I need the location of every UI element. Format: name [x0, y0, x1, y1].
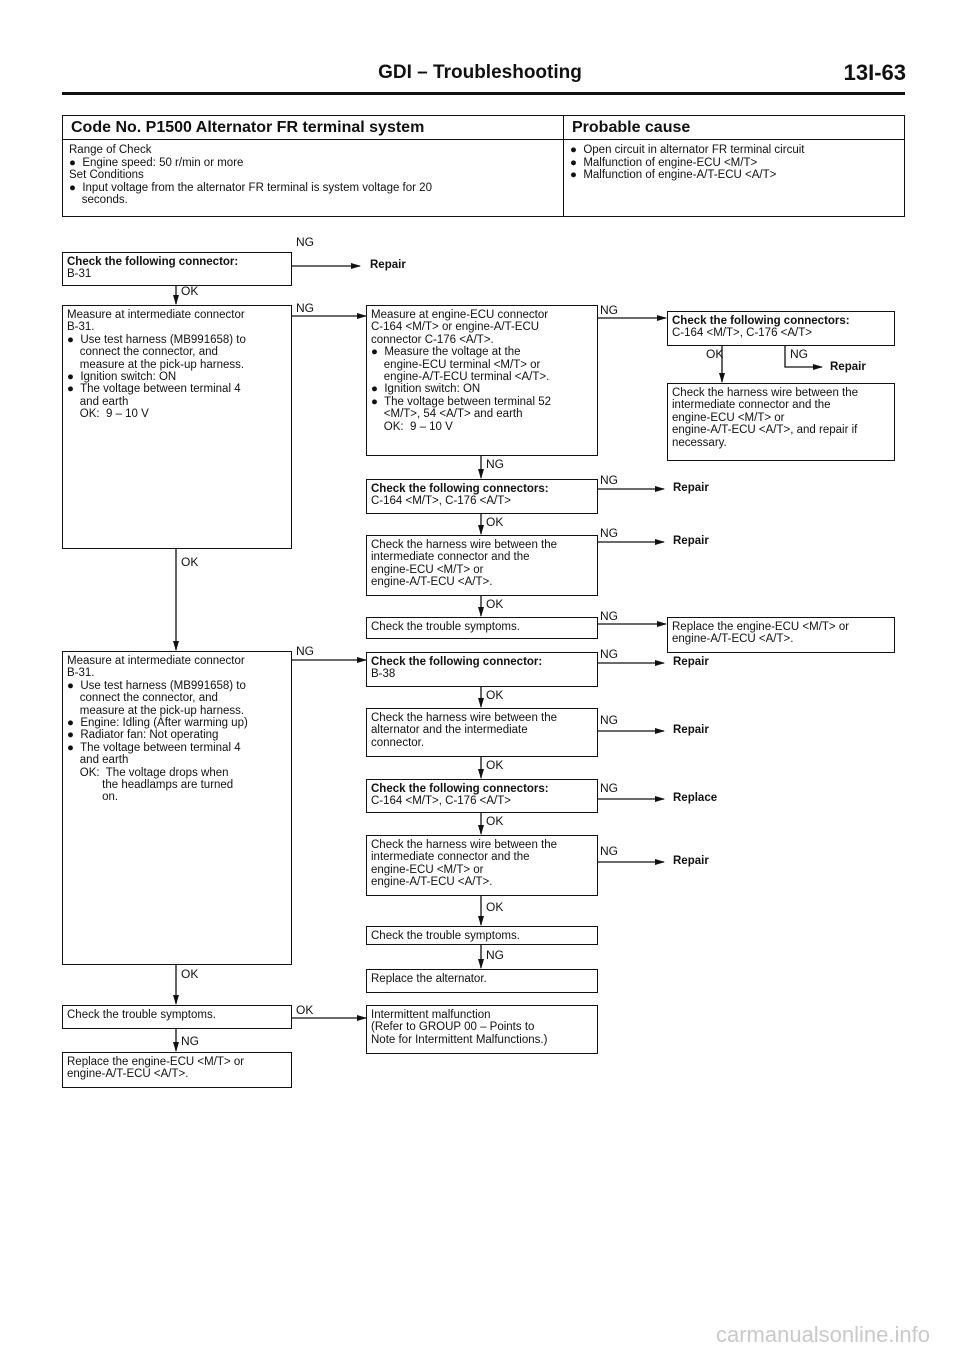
box-check-harness-alternator: [366, 708, 598, 757]
box-measure-b31-idling: [62, 651, 292, 965]
box-check-connectors-c164-2: [366, 779, 598, 813]
text-line: C-164 <M/T>, C-176 <A/T>: [672, 327, 812, 340]
text-line: and earth: [67, 395, 129, 408]
label-ng: NG: [600, 473, 618, 487]
page-number: 13I-63: [843, 60, 906, 85]
text-line: Check the trouble symptoms.: [371, 930, 520, 942]
label-ng: NG: [600, 844, 618, 858]
text-line: alternator and the intermediate: [371, 724, 528, 737]
outcome-repair: Repair: [370, 259, 406, 271]
outcome-repair: Repair: [830, 361, 866, 373]
label-ng: NG: [600, 609, 618, 623]
label-ok: OK: [706, 347, 724, 361]
text-line: Check the harness wire between the: [371, 539, 558, 551]
label-ng: NG: [790, 347, 808, 361]
text-line: intermediate connector and the: [672, 399, 831, 412]
text-line: B-31: [67, 268, 92, 281]
outcome-replace: Replace: [673, 792, 718, 804]
text-line: intermediate connector and the: [371, 551, 530, 564]
label-ok: OK: [486, 814, 504, 828]
text-line: ● Malfunction of engine-A/T-ECU <A/T>: [570, 169, 777, 181]
box-check-trouble-3: [366, 926, 598, 945]
text-line: Measure at intermediate connector: [67, 309, 245, 321]
text-line: OK: 9 – 10 V: [371, 420, 453, 433]
box-intermittent-malfunction: [366, 1005, 598, 1054]
label-ok: OK: [181, 555, 199, 569]
text-line: Set Conditions: [69, 169, 144, 181]
text-line: ● Malfunction of engine-ECU <M/T>: [570, 156, 758, 169]
box-check-harness-repair: [667, 383, 895, 461]
text-line: engine-ECU <M/T> or: [371, 863, 484, 876]
box-check-connector-b31: [62, 252, 292, 286]
text-line: C-164 <M/T>, C-176 <A/T>: [371, 495, 511, 508]
text-line: engine-A/T-ECU <A/T>.: [371, 876, 493, 889]
text-line: connector C-176 <A/T>.: [371, 333, 494, 346]
text-line: Replace the engine-ECU <M/T> or: [67, 1056, 245, 1068]
text-line: intermediate connector and the: [371, 851, 530, 864]
outcome-repair: Repair: [673, 855, 709, 867]
text-line: ● Measure the voltage at the: [371, 346, 521, 359]
text-line: B-31.: [67, 667, 95, 680]
text-line: Check the following connectors:: [371, 783, 549, 795]
text-line: Check the harness wire between the: [371, 839, 558, 851]
text-line: Check the trouble symptoms.: [371, 621, 520, 633]
box-measure-b31-ignition: [62, 305, 292, 549]
text-line: engine-A/T-ECU <A/T>.: [67, 1068, 189, 1081]
text-line: OK: 9 – 10 V: [67, 408, 149, 421]
label-ng: NG: [296, 301, 314, 315]
label-ok: OK: [486, 515, 504, 529]
text-line: ● Ignition switch: ON: [67, 371, 177, 384]
text-line: ● Radiator fan: Not operating: [67, 729, 219, 742]
text-line: connect the connector, and: [67, 692, 218, 705]
text-line: B-38: [371, 668, 396, 681]
text-line: Check the harness wire between the: [672, 387, 859, 399]
text-line: Range of Check: [69, 144, 152, 156]
box-check-trouble-1: [62, 1005, 292, 1029]
box-check-harness-2: [366, 835, 598, 896]
text-line: engine-A/T-ECU <A/T>.: [672, 633, 794, 646]
outcome-repair: Repair: [673, 724, 709, 736]
text-line: and earth: [67, 754, 129, 767]
label-ok: OK: [486, 758, 504, 772]
text-line: ● The voltage between terminal 4: [67, 383, 241, 396]
box-check-connectors-c164-3: [667, 311, 895, 346]
box-check-harness-1: [366, 535, 598, 596]
label-ok: OK: [181, 284, 199, 298]
text-line: ● Use test harness (MB991658) to: [67, 679, 246, 692]
label-ok: OK: [486, 597, 504, 611]
text-line: measure at the pick-up harness.: [67, 358, 245, 371]
text-line: engine-A/T-ECU <A/T>.: [371, 576, 493, 589]
text-line: Replace the engine-ECU <M/T> or: [672, 621, 850, 633]
text-line: measure at the pick-up harness.: [67, 704, 245, 717]
label-ng: NG: [486, 948, 504, 962]
label-ng: NG: [486, 457, 504, 471]
box-check-trouble-2: [366, 617, 598, 639]
text-line: Note for Intermittent Malfunctions.): [371, 1033, 548, 1046]
text-line: Check the following connector:: [371, 656, 543, 668]
box-check-connectors-c164-1: [366, 479, 598, 514]
label-ng: NG: [296, 644, 314, 658]
text-line: (Refer to GROUP 00 – Points to: [371, 1021, 535, 1034]
text-line: seconds.: [69, 194, 128, 206]
text-line: ● Engine speed: 50 r/min or more: [69, 156, 244, 169]
text-line: ● Ignition switch: ON: [371, 383, 481, 396]
text-line: OK: The voltage drops when: [67, 766, 229, 779]
text-line: Check the following connectors:: [672, 315, 850, 327]
label-ng: NG: [600, 781, 618, 795]
text-line: Replace the alternator.: [371, 973, 487, 985]
text-line: C-164 <M/T> or engine-A/T-ECU: [371, 321, 540, 334]
text-line: engine-ECU <M/T> or: [672, 411, 785, 424]
label-ok: OK: [486, 900, 504, 914]
page-title: GDI – Troubleshooting: [378, 62, 582, 83]
label-ng: NG: [296, 235, 314, 249]
text-line: on.: [67, 791, 119, 804]
watermark: carmanualsonline.info: [715, 1322, 930, 1347]
text-line: Measure at engine-ECU connector: [371, 309, 549, 321]
box-check-connector-b38: [366, 652, 598, 687]
box-measure-ecu: [366, 305, 598, 456]
text-line: engine-ECU terminal <M/T> or: [371, 358, 541, 371]
text-line: ● The voltage between terminal 4: [67, 741, 241, 754]
label-ok: OK: [181, 967, 199, 981]
label-ng: NG: [600, 303, 618, 317]
text-line: <M/T>, 54 <A/T> and earth: [371, 408, 523, 421]
label-ng: NG: [600, 713, 618, 727]
code-title: Code No. P1500 Alternator FR terminal system: [63, 116, 563, 140]
text-line: Check the following connector:: [67, 256, 239, 268]
outcome-repair: Repair: [673, 482, 709, 494]
label-ng: NG: [181, 1034, 199, 1048]
label-ok: OK: [296, 1003, 314, 1017]
text-line: C-164 <M/T>, C-176 <A/T>: [371, 795, 511, 808]
text-line: Check the trouble symptoms.: [67, 1009, 216, 1021]
text-line: the headlamps are turned: [67, 779, 234, 792]
text-line: ● Input voltage from the alternator FR terminal is system voltage for 20: [69, 181, 432, 194]
box-replace-ecu-2: [667, 617, 895, 653]
label-ok: OK: [486, 688, 504, 702]
cause-title: Probable cause: [564, 116, 904, 140]
text-line: ● Engine: Idling (After warming up): [67, 717, 248, 730]
box-replace-alternator: [366, 969, 598, 993]
box-replace-ecu-1: [62, 1052, 292, 1088]
label-ng: NG: [600, 647, 618, 661]
text-line: engine-A/T-ECU terminal <A/T>.: [371, 371, 550, 384]
text-line: Intermittent malfunction: [371, 1009, 491, 1021]
text-line: Measure at intermediate connector: [67, 655, 245, 667]
text-line: connector.: [371, 736, 425, 749]
text-line: B-31.: [67, 321, 95, 334]
outcome-repair: Repair: [673, 656, 709, 668]
text-line: necessary.: [672, 436, 727, 449]
text-line: ● Use test harness (MB991658) to: [67, 333, 246, 346]
text-line: ● Open circuit in alternator FR terminal circuit: [570, 144, 805, 156]
text-line: ● The voltage between terminal 52: [371, 395, 551, 408]
label-ng: NG: [600, 526, 618, 540]
text-line: engine-A/T-ECU <A/T>, and repair if: [672, 424, 858, 437]
text-line: connect the connector, and: [67, 346, 218, 359]
text-line: Check the following connectors:: [371, 483, 549, 495]
outcome-repair: Repair: [673, 535, 709, 547]
text-line: Check the harness wire between the: [371, 712, 558, 724]
text-line: engine-ECU <M/T> or: [371, 563, 484, 576]
